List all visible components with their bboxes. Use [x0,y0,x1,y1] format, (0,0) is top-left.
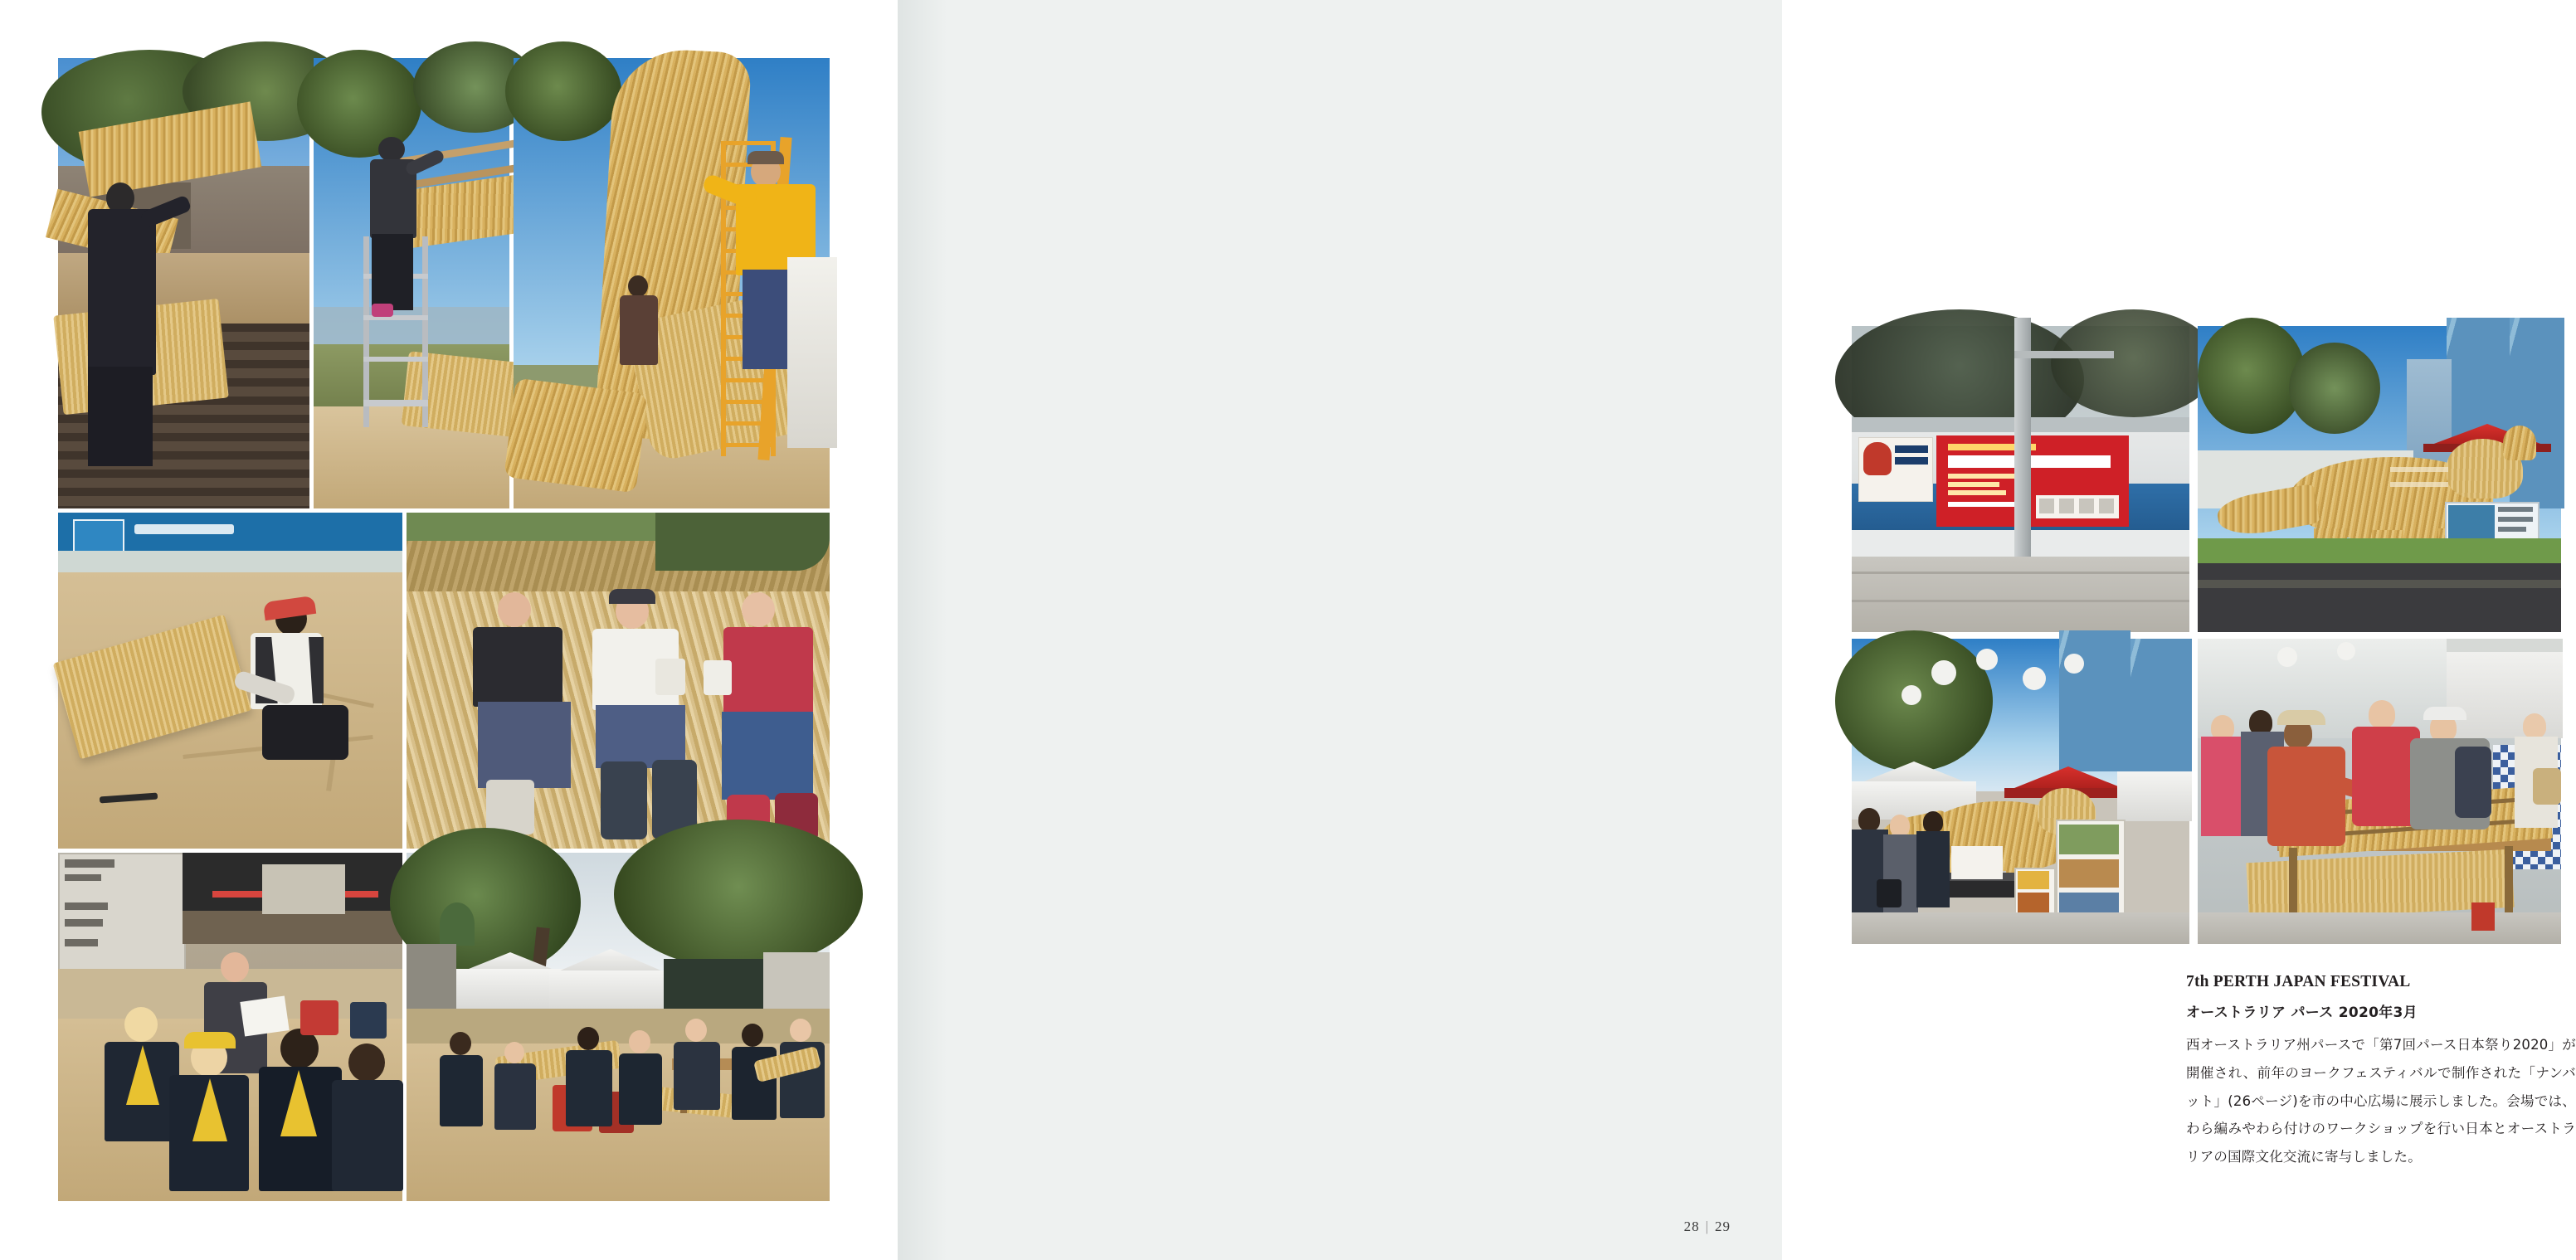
caption-subtitle: オーストラリア パース 2020年3月 [2186,1005,2418,1021]
photo-festival-banner [1852,326,2189,632]
photo-resting-on-straw [407,513,830,849]
left-page [0,0,898,1260]
photo-children-briefing [58,853,402,1201]
folio-page-numbers [1684,1219,1731,1235]
folio-right-page: 29 [1715,1219,1731,1234]
photo-numbat-stalls [1852,639,2189,944]
caption-title: 7th PERTH JAPAN FESTIVAL [2186,973,2411,990]
folio-left-page: 28 [1683,1219,1700,1234]
photo-numbat-plaza [2198,326,2561,632]
right-page [898,0,2576,1260]
photo-straw-workshop [2198,639,2561,944]
photo-workshop-field [407,853,830,1201]
photo-weaving-sand [58,513,402,849]
caption-block [2186,973,2576,1171]
folio-separator: | [1705,1219,1709,1234]
left-photo-grid [58,58,830,1201]
photo-thatch-deck [58,58,309,508]
right-photo-grid [1852,326,2561,944]
caption-body: 西オーストラリア州パースで「第7回パース日本祭り2020」が開催され、前年のヨークフェスティバルで制作された「ナンバット」(26ページ)を市の中心広場に展示しました。会場では、わら編みやわら付けのワークショップを行い日本とオーストラリアの国際文化交流に寄与しました。 [2186,1037,2576,1165]
photo-yellow-ladder [514,58,830,508]
photo-ladder-thatching [314,58,509,508]
